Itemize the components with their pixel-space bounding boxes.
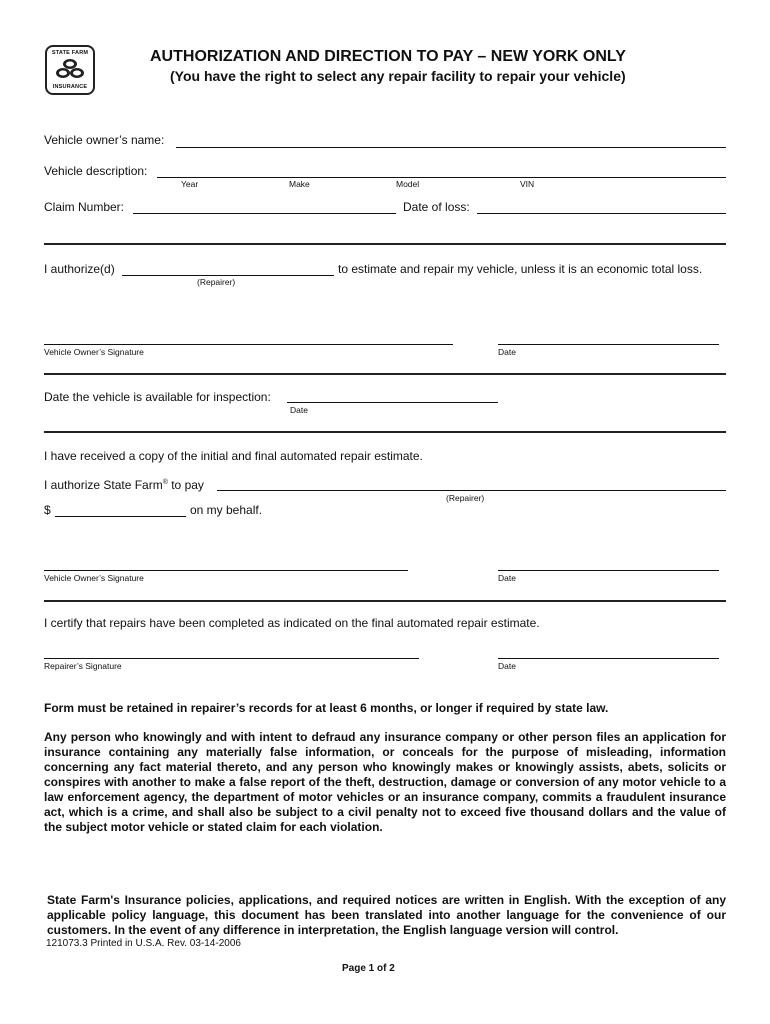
owner-name-field[interactable]	[176, 147, 726, 148]
vehicle-description-label: Vehicle description:	[44, 164, 148, 178]
authorize-pay-suffix: to pay	[167, 478, 204, 492]
repairer-caption: (Repairer)	[197, 277, 236, 287]
owner-signature-field[interactable]	[44, 344, 453, 345]
section-divider	[44, 600, 726, 602]
fraud-warning: Any person who knowingly and with intent to defraud any insurance company or other person files an application for insurance containing any materially false information, or conceals for the purpose of misleading, information concerning any fact material thereto, and any person who knowingly makes or knowingly assists, abets, solicits or conspires with another to make a false report of the theft, destruction, damage or conversion of any motor vehicle to a law enforcement agency, the department of motor vehicles or an insurance company, commits a fraudulent insurance act, which is a crime, and shall also be subject to a civil penalty not to exceed five thousand dollars and the value of the subject motor vehicle or stated claim for each violation.	[44, 730, 726, 834]
model-caption: Model	[396, 179, 420, 189]
repairer-date-caption: Date	[498, 661, 516, 671]
received-copy-statement: I have received a copy of the initial and final automated repair estimate.	[44, 449, 423, 463]
page-subtitle: (You have the right to select any repair facility to repair your vehicle)	[170, 68, 626, 84]
claim-number-label: Claim Number:	[44, 200, 125, 214]
owner-name-label: Vehicle owner’s name:	[44, 133, 165, 147]
make-caption: Make	[289, 179, 310, 189]
vin-caption: VIN	[520, 179, 535, 189]
date-of-loss-label: Date of loss:	[403, 200, 470, 214]
logo-bottom-text: INSURANCE	[52, 84, 88, 90]
form-number: 121073.3 Printed in U.S.A. Rev. 03-14-2006	[46, 938, 241, 949]
amount-field[interactable]	[55, 516, 186, 517]
vehicle-description-field[interactable]	[157, 177, 726, 178]
registered-mark: ®	[162, 479, 168, 486]
page-number: Page 1 of 2	[342, 963, 395, 974]
logo-top-text: STATE FARM	[51, 50, 89, 56]
certify-statement: I certify that repairs have been completed as indicated on the final automated repair estimate.	[44, 616, 540, 630]
year-caption: Year	[181, 179, 199, 189]
inspection-label: Date the vehicle is available for inspection:	[44, 390, 271, 404]
repairer-date-field[interactable]	[498, 658, 719, 659]
authorize-pay-prefix: I authorize State Farm	[44, 478, 163, 492]
signature-date-caption-2: Date	[498, 573, 516, 583]
language-notice: State Farm's Insurance policies, applications, and required notices are written in English. With the exception of any applicable policy language, this document has been translated into another language for the convenience of our customers. In the event of any difference in interpretation, the English language version will control.	[47, 893, 726, 937]
repairer-name-field[interactable]	[122, 275, 334, 276]
on-behalf-label: on my behalf.	[190, 503, 263, 517]
signature-date-caption: Date	[498, 347, 516, 357]
signature-date-field[interactable]	[498, 344, 719, 345]
repairer-signature-field[interactable]	[44, 658, 419, 659]
authorize-pay-label	[44, 478, 204, 492]
owner-signature-caption-2: Vehicle Owner’s Signature	[44, 573, 144, 583]
dollar-sign: $	[44, 503, 51, 517]
claim-number-field[interactable]	[133, 213, 396, 214]
authorize-suffix: to estimate and repair my vehicle, unless it is an economic total loss.	[338, 262, 703, 276]
section-divider	[44, 373, 726, 375]
repairer-signature-caption: Repairer’s Signature	[44, 661, 122, 671]
pay-repairer-caption: (Repairer)	[446, 493, 485, 503]
inspection-date-field[interactable]	[287, 402, 498, 403]
signature-date-field-2[interactable]	[498, 570, 719, 571]
owner-signature-field-2[interactable]	[44, 570, 408, 571]
pay-repairer-field[interactable]	[217, 490, 726, 491]
state-farm-logo	[45, 45, 95, 95]
owner-signature-caption: Vehicle Owner’s Signature	[44, 347, 144, 357]
section-divider	[44, 431, 726, 433]
date-of-loss-field[interactable]	[477, 213, 726, 214]
inspection-date-caption: Date	[290, 405, 308, 415]
retention-notice: Form must be retained in repairer’s records for at least 6 months, or longer if required by state law.	[44, 701, 609, 715]
section-divider	[44, 243, 726, 245]
state-farm-ovals-icon	[55, 58, 85, 80]
authorize-prefix: I authorize(d)	[44, 262, 115, 276]
page-title: AUTHORIZATION AND DIRECTION TO PAY – NEW YORK ONLY	[150, 48, 626, 65]
